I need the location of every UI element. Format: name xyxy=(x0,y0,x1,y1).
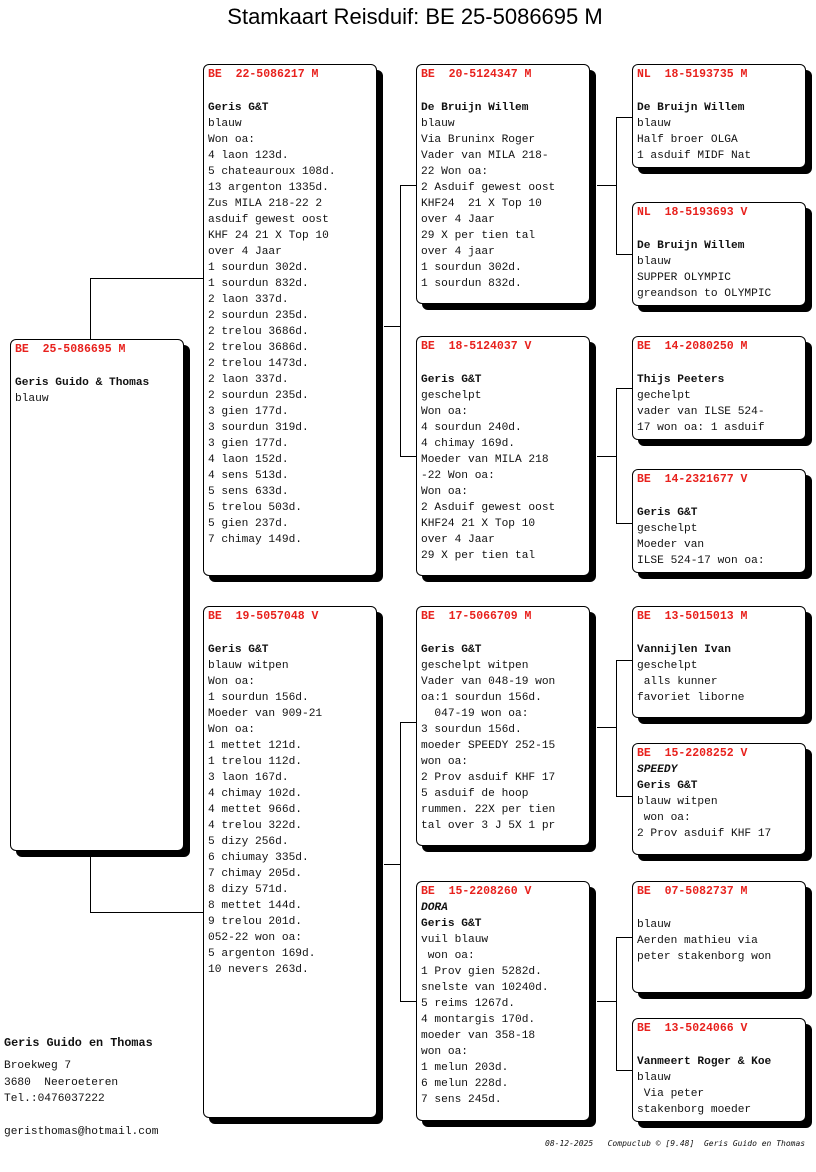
info-line: alls kunner xyxy=(637,676,718,688)
spacer xyxy=(208,625,376,642)
info-line: 17 won oa: 1 asduif xyxy=(637,422,765,434)
great-grandparent-card[interactable] xyxy=(632,881,806,993)
info-line: 1 sourdun 156d. xyxy=(208,692,309,704)
info-line: Won oa: xyxy=(421,406,468,418)
info-line: 5 argenton 169d. xyxy=(208,948,316,960)
info-line: 29 X per tien tal xyxy=(421,230,536,242)
spacer xyxy=(637,488,805,505)
footer-text: 08-12-2025 Compuclub © [9.48] Geris Guido en Thomas xyxy=(545,1139,806,1148)
ring-number: NL 18-5193735 M xyxy=(637,68,748,81)
info-line: blauw xyxy=(637,118,671,130)
great-grandparent-card[interactable] xyxy=(632,336,806,440)
info-line: 3 gien 177d. xyxy=(208,438,289,450)
owner-street: Broekweg 7 xyxy=(4,1060,72,1072)
info-line: 1 Prov gien 5282d. xyxy=(421,966,542,978)
info-line: 4 chimay 169d. xyxy=(421,438,515,450)
info-line: 4 sourdun 240d. xyxy=(421,422,522,434)
info-line: 3 gien 177d. xyxy=(208,406,289,418)
info-line: KHF24 21 X Top 10 xyxy=(421,198,542,210)
info-line: 2 trelou 1473d. xyxy=(208,358,309,370)
ring-number: BE 13-5015013 M xyxy=(637,610,748,623)
owner-breeder-name: De Bruijn Willem xyxy=(421,102,529,114)
info-line: gechelpt xyxy=(637,390,691,402)
info-line: blauw xyxy=(637,1072,671,1084)
info-line: blauw witpen xyxy=(637,796,718,808)
info-line: -22 Won oa: xyxy=(421,470,495,482)
ring-number: BE 20-5124347 M xyxy=(421,68,532,81)
pigeon-nickname: DORA xyxy=(421,902,448,914)
ring-number: BE 25-5086695 M xyxy=(15,343,126,356)
owner-breeder-name: De Bruijn Willem xyxy=(637,240,745,252)
info-line: 4 montargis 170d. xyxy=(421,1014,536,1026)
great-grandparent-card[interactable] xyxy=(632,743,806,855)
info-line: 1 melun 203d. xyxy=(421,1062,509,1074)
info-line: 2 trelou 3686d. xyxy=(208,342,309,354)
owner-breeder-name: Geris G&T xyxy=(421,374,482,386)
info-line: 2 Asduif gewest oost xyxy=(421,182,556,194)
spacer xyxy=(421,355,589,372)
info-line: 1 mettet 121d. xyxy=(208,740,302,752)
info-line: blauw xyxy=(15,393,49,405)
info-line: 2 trelou 3686d. xyxy=(208,326,309,338)
info-line: 8 dizy 571d. xyxy=(208,884,289,896)
info-line: 5 reims 1267d. xyxy=(421,998,515,1010)
info-line: 5 asduif de hoop xyxy=(421,788,529,800)
info-line: Won oa: xyxy=(208,134,255,146)
mother-card[interactable] xyxy=(203,606,377,1118)
info-line: 2 Prov asduif KHF 17 xyxy=(421,772,556,784)
ring-number: BE 13-5024066 V xyxy=(637,1022,748,1035)
owner-email[interactable]: geristhomas@hotmail.com xyxy=(4,1126,159,1138)
owner-phone: Tel.:0476037222 xyxy=(4,1093,105,1105)
info-line: 2 Asduif gewest oost xyxy=(421,502,556,514)
ring-number: BE 14-2321677 V xyxy=(637,473,748,486)
info-line: blauw xyxy=(421,118,455,130)
info-line: 3 sourdun 156d. xyxy=(421,724,522,736)
info-line: rummen. 22X per tien xyxy=(421,804,556,816)
info-line: moeder SPEEDY 252-15 xyxy=(421,740,556,752)
info-line: 3 sourdun 319d. xyxy=(208,422,309,434)
info-line: won oa: xyxy=(421,756,468,768)
info-line: 052-22 won oa: xyxy=(208,932,302,944)
info-line: 5 trelou 503d. xyxy=(208,502,302,514)
info-line: 1 asduif MIDF Nat xyxy=(637,150,752,162)
info-line: ILSE 524-17 won oa: xyxy=(637,555,765,567)
spacer xyxy=(637,1037,805,1054)
owner-breeder-name: De Bruijn Willem xyxy=(637,102,745,114)
info-line: 2 sourdun 235d. xyxy=(208,310,309,322)
info-line: over 4 jaar xyxy=(421,246,495,258)
info-line: Half broer OLGA xyxy=(637,134,738,146)
info-line: geschelpt xyxy=(637,523,698,535)
info-line: 2 Prov asduif KHF 17 xyxy=(637,828,772,840)
info-line: 4 laon 123d. xyxy=(208,150,289,162)
info-line: 5 chateauroux 108d. xyxy=(208,166,336,178)
spacer xyxy=(637,355,805,372)
info-line: 2 laon 337d. xyxy=(208,374,289,386)
info-line: greandson to OLYMPIC xyxy=(637,288,772,300)
info-line: blauw xyxy=(637,919,671,931)
info-line: peter stakenborg won xyxy=(637,951,772,963)
info-line: 1 sourdun 302d. xyxy=(208,262,309,274)
info-line: Moeder van xyxy=(637,539,705,551)
great-grandparent-card[interactable] xyxy=(632,64,806,168)
info-line: favoriet liborne xyxy=(637,692,745,704)
owner-breeder-name: Geris G&T xyxy=(637,780,698,792)
info-line: moeder van 358-18 xyxy=(421,1030,536,1042)
info-line: geschelpt witpen xyxy=(421,660,529,672)
info-line: tal over 3 J 5X 1 pr xyxy=(421,820,556,832)
info-line: snelste van 10240d. xyxy=(421,982,549,994)
ring-number: BE 18-5124037 V xyxy=(421,340,532,353)
info-line: Vader van 048-19 won xyxy=(421,676,556,688)
owner-breeder-name: Vanmeert Roger & Koe xyxy=(637,1056,772,1068)
info-line: 5 dizy 256d. xyxy=(208,836,289,848)
pigeon-nickname: SPEEDY xyxy=(637,764,678,776)
info-line: vuil blauw xyxy=(421,934,489,946)
maternal-grandmother-card[interactable] xyxy=(416,881,590,1121)
spacer xyxy=(421,625,589,642)
info-line: Won oa: xyxy=(208,676,255,688)
great-grandparent-card[interactable] xyxy=(632,1018,806,1122)
info-line: 22 Won oa: xyxy=(421,166,489,178)
info-line: blauw xyxy=(208,118,242,130)
info-line: blauw witpen xyxy=(208,660,289,672)
info-line: Vader van MILA 218- xyxy=(421,150,549,162)
spacer xyxy=(637,625,805,642)
info-line: over 4 Jaar xyxy=(421,214,495,226)
owner-breeder-name: Geris G&T xyxy=(208,644,269,656)
info-line: 29 X per tien tal xyxy=(421,550,536,562)
info-line: geschelpt xyxy=(421,390,482,402)
info-line: 3 laon 167d. xyxy=(208,772,289,784)
ring-number: BE 07-5082737 M xyxy=(637,885,748,898)
info-line: 10 nevers 263d. xyxy=(208,964,309,976)
info-line: KHF24 21 X Top 10 xyxy=(421,518,536,530)
owner-breeder-name: Geris Guido & Thomas xyxy=(15,377,150,389)
spacer xyxy=(637,900,805,917)
info-line: asduif gewest oost xyxy=(208,214,329,226)
info-line: 5 gien 237d. xyxy=(208,518,289,530)
ring-number: BE 22-5086217 M xyxy=(208,68,319,81)
info-line: 7 chimay 149d. xyxy=(208,534,302,546)
info-line: won oa: xyxy=(637,812,691,824)
paternal-grandfather-card[interactable] xyxy=(416,64,590,304)
owner-city: 3680 Neeroeteren xyxy=(4,1077,119,1089)
spacer xyxy=(208,83,376,100)
owner-breeder-name: Thijs Peeters xyxy=(637,374,725,386)
info-line: 1 sourdun 302d. xyxy=(421,262,522,274)
owner-breeder-name: Geris G&T xyxy=(637,507,698,519)
info-line: 4 trelou 322d. xyxy=(208,820,302,832)
info-line: over 4 Jaar xyxy=(421,534,495,546)
spacer xyxy=(421,83,589,100)
info-line: over 4 Jaar xyxy=(208,246,282,258)
info-line: blauw xyxy=(637,256,671,268)
info-line: Via Bruninx Roger xyxy=(421,134,536,146)
info-line: geschelpt xyxy=(637,660,698,672)
subject-card[interactable] xyxy=(10,339,184,851)
info-line: Zus MILA 218-22 2 xyxy=(208,198,323,210)
info-line: KHF 24 21 X Top 10 xyxy=(208,230,329,242)
paternal-grandmother-card[interactable] xyxy=(416,336,590,576)
info-line: won oa: xyxy=(421,1046,468,1058)
info-line: 1 trelou 112d. xyxy=(208,756,302,768)
info-line: Won oa: xyxy=(421,486,468,498)
info-line: 2 sourdun 235d. xyxy=(208,390,309,402)
info-line: 4 sens 513d. xyxy=(208,470,289,482)
info-line: 4 laon 152d. xyxy=(208,454,289,466)
info-line: 7 sens 245d. xyxy=(421,1094,502,1106)
spacer xyxy=(15,358,183,375)
info-line: 047-19 won oa: xyxy=(421,708,529,720)
ring-number: BE 19-5057048 V xyxy=(208,610,319,623)
great-grandparent-card[interactable] xyxy=(632,202,806,306)
owner-breeder-name: Vannijlen Ivan xyxy=(637,644,731,656)
ring-number: BE 15-2208260 V xyxy=(421,885,532,898)
info-line: Moeder van MILA 218 xyxy=(421,454,549,466)
info-line: 8 mettet 144d. xyxy=(208,900,302,912)
info-line: won oa: xyxy=(421,950,475,962)
owner-breeder-name: Geris G&T xyxy=(208,102,269,114)
info-line: 1 sourdun 832d. xyxy=(208,278,309,290)
info-line: 1 sourdun 832d. xyxy=(421,278,522,290)
ring-number: BE 15-2208252 V xyxy=(637,747,748,760)
owner-name: Geris Guido en Thomas xyxy=(4,1036,153,1050)
father-card[interactable] xyxy=(203,64,377,576)
info-line: 6 chiumay 335d. xyxy=(208,852,309,864)
ring-number: NL 18-5193693 V xyxy=(637,206,748,219)
info-line: Won oa: xyxy=(208,724,255,736)
info-line: stakenborg moeder xyxy=(637,1104,752,1116)
info-line: 4 chimay 102d. xyxy=(208,788,302,800)
maternal-grandfather-card[interactable] xyxy=(416,606,590,846)
info-line: 6 melun 228d. xyxy=(421,1078,509,1090)
page-title: Stamkaart Reisduif: BE 25-5086695 M xyxy=(227,4,603,29)
owner-breeder-name: Geris G&T xyxy=(421,644,482,656)
info-line: SUPPER OLYMPIC xyxy=(637,272,731,284)
info-line: 5 sens 633d. xyxy=(208,486,289,498)
info-line: 7 chimay 205d. xyxy=(208,868,302,880)
great-grandparent-card[interactable] xyxy=(632,469,806,573)
spacer xyxy=(637,83,805,100)
info-line: 9 trelou 201d. xyxy=(208,916,302,928)
spacer xyxy=(637,221,805,238)
info-line: Via peter xyxy=(637,1088,705,1100)
info-line: oa:1 sourdun 156d. xyxy=(421,692,542,704)
ring-number: BE 17-5066709 M xyxy=(421,610,532,623)
great-grandparent-card[interactable] xyxy=(632,606,806,718)
info-line: vader van ILSE 524- xyxy=(637,406,765,418)
info-line: 2 laon 337d. xyxy=(208,294,289,306)
info-line: Moeder van 909-21 xyxy=(208,708,323,720)
info-line: Aerden mathieu via xyxy=(637,935,758,947)
ring-number: BE 14-2080250 M xyxy=(637,340,748,353)
info-line: 4 mettet 966d. xyxy=(208,804,302,816)
owner-breeder-name: Geris G&T xyxy=(421,918,482,930)
info-line: 13 argenton 1335d. xyxy=(208,182,329,194)
